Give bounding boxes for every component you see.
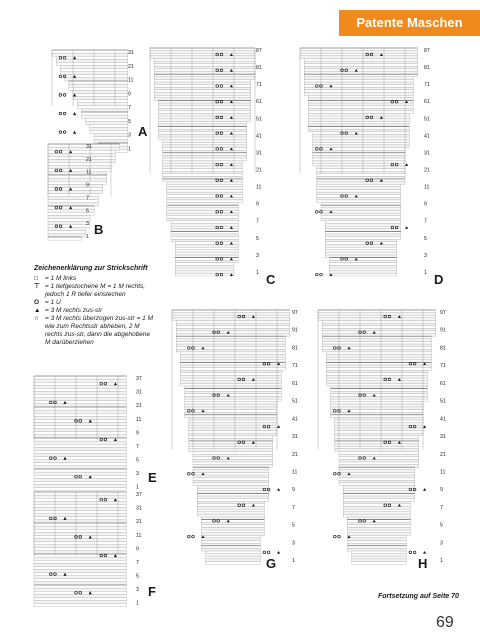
row-number-label: 11 <box>136 532 142 539</box>
row-number-label: 7 <box>424 218 427 225</box>
row-number-label: 5 <box>292 522 295 529</box>
row-number-label: 31 <box>128 50 134 56</box>
chart-h-grid <box>318 310 436 564</box>
row-number-label: 9 <box>256 201 259 208</box>
row-number-label: 31 <box>292 434 298 441</box>
row-number-label: 61 <box>256 99 262 106</box>
row-number-label: 21 <box>424 167 430 174</box>
continued-note: Fortsetzung auf Seite 70 <box>378 593 459 600</box>
row-number-label: 61 <box>440 380 446 387</box>
row-number-label: 1 <box>424 269 427 276</box>
legend-item: ▲ = 3 M rechts zus-str <box>34 307 103 314</box>
row-number-label: 9 <box>136 430 139 437</box>
chart-letter-f: F <box>148 584 156 599</box>
knit-below-symbol-icon: ⊤ <box>34 283 40 290</box>
row-number-label: 7 <box>128 105 131 112</box>
row-number-label: 7 <box>86 195 89 202</box>
row-number-label: 3 <box>128 132 131 139</box>
row-number-label: 71 <box>424 82 430 89</box>
legend-item: □ = 1 M links <box>34 275 77 282</box>
row-number-label: 3 <box>86 221 89 228</box>
row-number-label: 3 <box>424 252 427 259</box>
chart-letter-c: C <box>266 272 276 287</box>
row-number-label: 91 <box>292 327 298 334</box>
row-number-label: 1 <box>136 484 139 491</box>
row-number-label: 21 <box>86 156 92 163</box>
row-number-label: 97 <box>292 310 298 316</box>
legend-item: ⊤ = 1 tiefgestochene M = 1 M rechts, jedoch 1 R tiefer einstechen <box>34 283 146 298</box>
row-number-label: 3 <box>136 587 139 594</box>
row-number-label: 7 <box>292 504 295 511</box>
row-number-label: 1 <box>440 558 443 565</box>
row-number-label: 87 <box>256 48 262 54</box>
row-number-label: 7 <box>136 443 139 450</box>
k3tog-symbol-icon: ▲ <box>34 307 41 314</box>
row-number-label: 9 <box>136 546 139 553</box>
row-number-label: 3 <box>136 471 139 478</box>
row-number-label: 5 <box>256 235 259 242</box>
row-number-label: 61 <box>292 380 298 387</box>
legend <box>34 265 154 347</box>
row-number-label: 41 <box>256 133 262 140</box>
row-number-label: 3 <box>292 540 295 547</box>
purl-symbol-icon: □ <box>34 275 38 282</box>
row-number-label: 5 <box>86 208 89 215</box>
chart-e-grid <box>34 376 126 491</box>
row-number-label: 9 <box>292 487 295 494</box>
chart-f-grid <box>34 492 126 607</box>
row-number-label: 31 <box>424 150 430 157</box>
page-number: 69 <box>436 614 454 631</box>
row-number-label: 71 <box>256 82 262 89</box>
chart-b-grid <box>48 144 119 240</box>
row-number-label: 81 <box>292 345 298 352</box>
row-number-label: 5 <box>136 457 139 464</box>
row-number-label: 71 <box>440 363 446 370</box>
row-number-label: 11 <box>86 169 92 176</box>
row-number-label: 41 <box>424 133 430 140</box>
row-number-label: 21 <box>292 451 298 458</box>
row-number-label: 9 <box>128 91 131 98</box>
legend-item: ∩ = 3 M rechts überzogen zus-str = 1 M wie zum Rechtsstr abheben, 2 M rechts zus-str, dann die abgehobene M darüberziehen <box>34 315 154 346</box>
row-number-label: 5 <box>424 235 427 242</box>
legend-title: Zeichenerklärung zur Strickschrift <box>34 265 148 272</box>
row-number-label: 31 <box>440 434 446 441</box>
row-number-label: 61 <box>424 99 430 106</box>
row-number-label: 9 <box>424 201 427 208</box>
row-number-label: 21 <box>136 519 142 526</box>
row-number-label: 1 <box>136 600 139 607</box>
row-number-label: 11 <box>256 184 262 191</box>
section-header: Patente Maschen <box>339 10 480 36</box>
chart-g-grid <box>172 310 290 564</box>
row-number-label: 11 <box>440 469 446 476</box>
row-number-label: 11 <box>136 416 142 423</box>
row-number-label: 37 <box>136 376 142 382</box>
row-number-label: 1 <box>256 269 259 276</box>
row-number-label: 31 <box>256 150 262 157</box>
legend-item: O = 1 U <box>34 299 61 306</box>
row-number-label: 37 <box>136 492 142 498</box>
row-number-label: 31 <box>86 144 92 150</box>
row-number-label: 91 <box>440 327 446 334</box>
row-number-label: 9 <box>86 182 89 189</box>
row-number-label: 7 <box>440 504 443 511</box>
chart-letter-d: D <box>434 272 444 287</box>
row-number-label: 21 <box>128 63 134 70</box>
row-number-label: 81 <box>440 345 446 352</box>
row-number-label: 1 <box>128 146 131 153</box>
row-number-label: 3 <box>256 252 259 259</box>
row-number-label: 81 <box>424 65 430 72</box>
row-number-label: 5 <box>128 118 131 125</box>
row-number-label: 51 <box>292 398 298 405</box>
row-number-label: 81 <box>256 65 262 72</box>
chart-a-grid <box>52 50 128 152</box>
chart-letter-a: A <box>138 124 148 139</box>
row-number-label: 11 <box>128 77 134 84</box>
row-number-label: 71 <box>292 363 298 370</box>
row-number-label: 97 <box>440 310 446 316</box>
yarn-over-symbol-icon: O <box>34 299 40 306</box>
row-number-label: 5 <box>440 522 443 529</box>
row-number-label: 41 <box>440 416 446 423</box>
row-number-label: 41 <box>292 416 298 423</box>
row-number-label: 1 <box>86 234 89 241</box>
chart-letter-e: E <box>148 470 157 485</box>
row-number-label: 7 <box>256 218 259 225</box>
row-number-label: 11 <box>292 469 298 476</box>
chart-letter-g: G <box>266 556 277 571</box>
row-number-label: 9 <box>440 487 443 494</box>
chart-c-grid <box>150 48 255 276</box>
row-number-label: 21 <box>440 451 446 458</box>
row-number-label: 31 <box>136 505 142 512</box>
row-number-label: 11 <box>424 184 430 191</box>
row-number-label: 7 <box>136 559 139 566</box>
chart-d-grid <box>300 48 418 276</box>
row-number-label: 21 <box>256 167 262 174</box>
row-number-label: 1 <box>292 558 295 565</box>
sk2p-symbol-icon: ∩ <box>34 315 39 322</box>
chart-letter-b: B <box>94 222 104 237</box>
row-number-label: 51 <box>440 398 446 405</box>
row-number-label: 3 <box>440 540 443 547</box>
chart-letter-h: H <box>418 556 428 571</box>
row-number-label: 21 <box>136 403 142 410</box>
row-number-label: 5 <box>136 573 139 580</box>
row-number-label: 51 <box>424 116 430 123</box>
row-number-label: 31 <box>136 389 142 396</box>
row-number-label: 51 <box>256 116 262 123</box>
row-number-label: 87 <box>424 48 430 54</box>
